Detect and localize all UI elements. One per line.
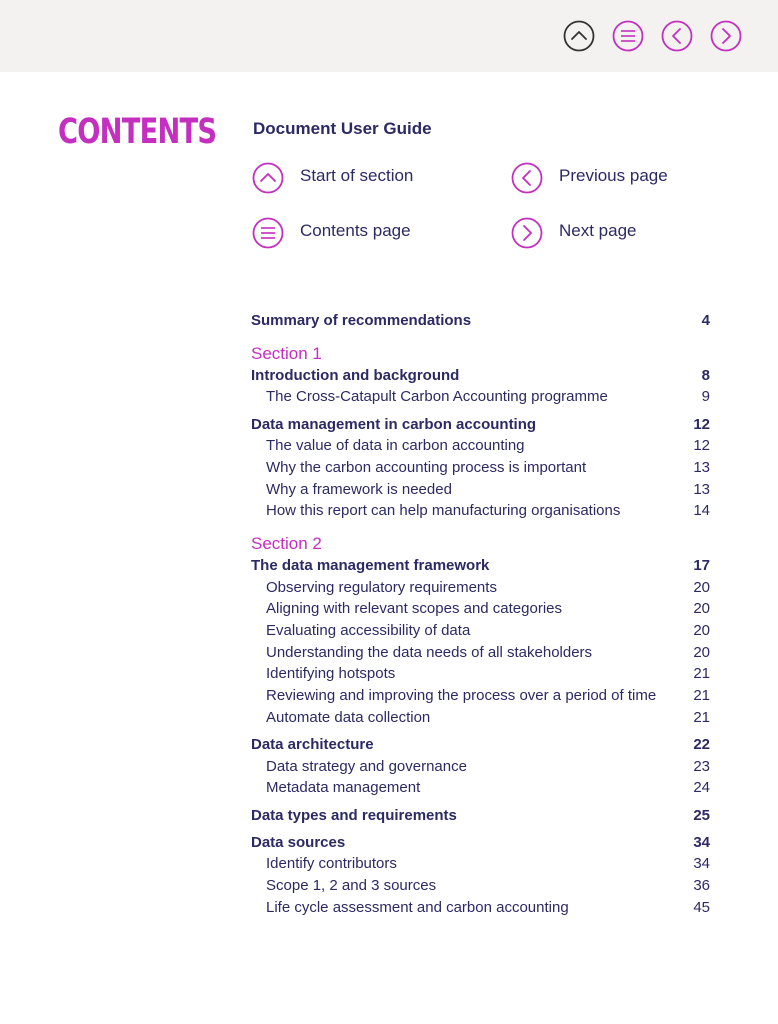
toc-subentry[interactable] <box>251 386 710 408</box>
toc-entry-page: 25 <box>693 806 710 824</box>
toc-entry-title: Reviewing and improving the process over a period of time <box>266 687 657 705</box>
toc-entry-title: Scope 1, 2 and 3 sources <box>266 877 437 895</box>
toc-entry-page: 9 <box>701 388 710 406</box>
toc-entry-title: The data management framework <box>251 557 490 574</box>
section-heading: Section 2 <box>251 534 322 553</box>
top-navigation-bar <box>0 0 778 72</box>
toc-entry-title: Why the carbon accounting process is important <box>266 458 587 476</box>
toc-subentry[interactable] <box>251 875 710 897</box>
next-page-button[interactable] <box>710 20 742 52</box>
chevron-left-icon <box>511 162 543 194</box>
toc-entry-page: 12 <box>693 437 710 455</box>
toc-subentry[interactable] <box>251 457 710 479</box>
toc-entry-title: Understanding the data needs of all stakeholders <box>266 643 593 661</box>
toc-subentry[interactable] <box>251 577 710 599</box>
toc-entry[interactable] <box>251 555 710 577</box>
chevron-up-icon <box>563 20 595 52</box>
toc-entry-page: 45 <box>693 898 710 916</box>
toc-entry-page: 14 <box>693 502 710 520</box>
toc-subentry[interactable] <box>251 685 710 707</box>
toc-entry[interactable] <box>251 734 710 756</box>
legend-label: Start of section <box>300 166 414 185</box>
legend-start-of-section <box>252 162 472 196</box>
previous-page-button[interactable] <box>661 20 693 52</box>
toc-entry-title: Life cycle assessment and carbon accounting <box>266 898 569 916</box>
toc-subentry[interactable] <box>251 756 710 778</box>
user-guide-title: Document User Guide <box>253 119 432 138</box>
toc-entry-title: Identifying hotspots <box>266 665 396 683</box>
menu-lines-icon <box>252 217 284 249</box>
toc-subentry[interactable] <box>251 598 710 620</box>
toc-entry-page: 21 <box>693 665 710 683</box>
toc-subentry[interactable] <box>251 707 710 729</box>
section-heading: Section 1 <box>251 343 322 363</box>
legend-next-page <box>511 217 731 251</box>
toc-subentry[interactable] <box>251 435 710 457</box>
toc-entry-page: 8 <box>701 366 710 384</box>
menu-lines-icon <box>612 20 644 52</box>
toc-entry-page: 13 <box>693 458 710 476</box>
toc-subentry[interactable] <box>251 777 710 799</box>
toc-entry-page: 20 <box>693 643 710 661</box>
toc-entry-page: 23 <box>693 757 710 775</box>
toc-entry-page: 36 <box>693 877 710 895</box>
toc-entry-page: 20 <box>693 622 710 640</box>
toc-entry-page: 13 <box>693 480 710 498</box>
toc-entry-title: Introduction and background <box>251 366 460 384</box>
toc-entry-page: 34 <box>693 833 710 851</box>
chevron-left-icon <box>661 20 693 52</box>
chevron-right-icon <box>511 217 543 249</box>
toc-subentry[interactable] <box>251 853 710 875</box>
toc-subentry[interactable] <box>251 479 710 501</box>
toc-entry-page: 24 <box>693 779 710 797</box>
toc-entry-title: The Cross-Catapult Carbon Accounting programme <box>266 388 608 406</box>
toc-entry-title: Aligning with relevant scopes and categories <box>266 600 563 618</box>
toc-entry-page: 20 <box>693 578 710 596</box>
toc-entry-summary[interactable] <box>251 310 710 332</box>
toc-entry-title: Automate data collection <box>266 708 431 726</box>
toc-subentry[interactable] <box>251 500 710 522</box>
toc-entry-title: How this report can help manufacturing organisations <box>266 502 621 520</box>
toc-entry-title: Data management in carbon accounting <box>251 415 537 433</box>
toc-entry[interactable] <box>251 832 710 854</box>
toc-entry-page: 21 <box>693 687 710 705</box>
toc-subentry[interactable] <box>251 642 710 664</box>
toc-entry[interactable] <box>251 365 710 387</box>
table-of-contents <box>251 310 710 919</box>
toc-entry-page: 34 <box>693 855 710 873</box>
legend-contents-page <box>252 217 472 251</box>
legend-previous-page <box>511 162 731 196</box>
legend-label: Next page <box>559 221 637 240</box>
toc-entry-page: 17 <box>693 557 710 574</box>
toc-entry[interactable] <box>251 805 710 827</box>
toc-entry-page: 22 <box>693 736 710 753</box>
toc-entry-title: Evaluating accessibility of data <box>266 622 471 640</box>
toc-entry-title: Identify contributors <box>266 855 397 873</box>
contents-page-button[interactable] <box>612 20 644 52</box>
toc-entry-title: Data sources <box>251 833 346 851</box>
toc-entry-page: 20 <box>693 600 710 618</box>
toc-entry-title: Data types and requirements <box>251 806 457 824</box>
toc-entry-title: Summary of recommendations <box>251 312 472 329</box>
toc-subentry[interactable] <box>251 663 710 685</box>
toc-subentry[interactable] <box>251 620 710 642</box>
start-of-section-button[interactable] <box>563 20 595 52</box>
toc-entry[interactable] <box>251 414 710 436</box>
toc-subentry[interactable] <box>251 897 710 919</box>
toc-entry-title: The value of data in carbon accounting <box>266 437 525 455</box>
toc-entry-page: 12 <box>693 415 710 433</box>
toc-entry-page: 4 <box>701 312 710 329</box>
chevron-right-icon <box>710 20 742 52</box>
chevron-up-icon <box>252 162 284 194</box>
toc-entry-title: Data strategy and governance <box>266 757 467 775</box>
toc-entry-title: Why a framework is needed <box>266 480 452 498</box>
page-title: CONTENTS <box>58 112 217 152</box>
toc-entry-title: Metadata management <box>266 779 421 797</box>
legend-label: Contents page <box>300 221 411 240</box>
toc-entry-title: Observing regulatory requirements <box>266 578 497 596</box>
legend-label: Previous page <box>559 166 668 185</box>
toc-entry-page: 21 <box>693 708 710 726</box>
toc-entry-title: Data architecture <box>251 736 374 753</box>
